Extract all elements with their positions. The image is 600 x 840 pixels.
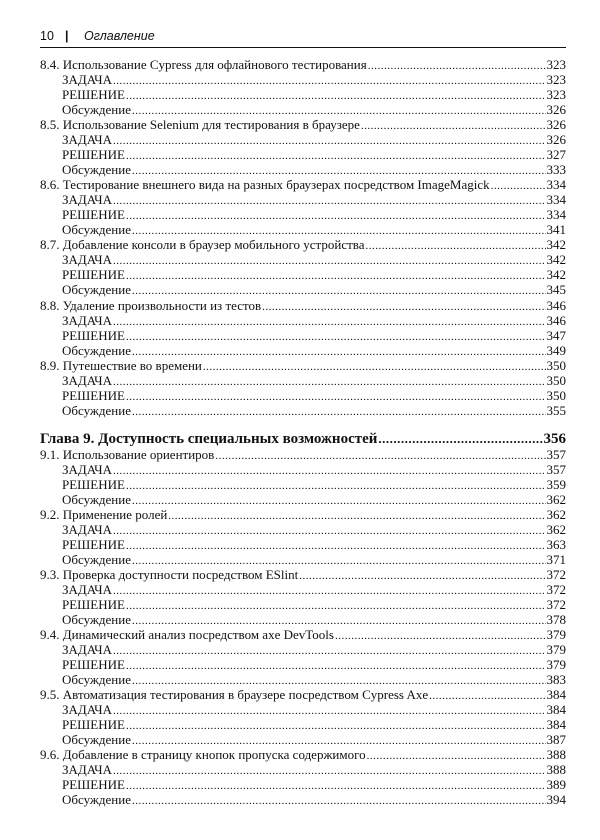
toc-entry-page: 378 [546,612,566,628]
toc-entry-title: 9.5. Автоматизация тестирования в браузере посредством Cypress Axe [40,687,429,703]
toc-entry-title: ЗАДАЧА [62,192,113,208]
toc-entry-title: Обсуждение [62,402,131,418]
toc-entry-page: 384 [546,687,566,703]
toc-entry-page: 346 [546,312,566,328]
toc-entry-page: 387 [546,732,566,748]
toc-chapter-entry [40,430,566,447]
toc-subsection-entry [40,477,566,492]
toc-subsection-entry [40,102,566,117]
toc-entry-page: 350 [546,387,566,403]
toc-subsection-entry [40,87,566,102]
toc-entry-title: РЕШЕНИЕ [62,657,125,673]
toc-entry-page: 355 [546,402,566,418]
toc-entry-page: 326 [546,132,566,148]
toc-entry-page: 346 [546,297,566,313]
toc-entry-page: 388 [546,747,566,763]
toc-entry-title: ЗАДАЧА [62,521,113,537]
toc-subsection-entry [40,582,566,597]
toc-subsection-entry [40,313,566,328]
toc-subsection-entry [40,267,566,282]
toc-entry-title: Обсуждение [62,282,131,298]
toc-entry-title: Обсуждение [62,612,131,628]
table-of-contents [40,57,566,808]
toc-section-entry [40,687,566,702]
toc-entry-title: РЕШЕНИЕ [62,777,125,793]
toc-subsection-entry [40,72,566,87]
toc-section-entry [40,567,566,582]
toc-section-entry [40,627,566,642]
toc-entry-title: РЕШЕНИЕ [62,267,125,283]
dot-leader [378,430,542,448]
toc-entry-page: 389 [546,777,566,793]
toc-entry-page: 326 [546,102,566,118]
toc-entry-page: 379 [546,627,566,643]
toc-entry-title: 8.9. Путешествие во времени [40,357,202,373]
toc-subsection-entry [40,777,566,792]
toc-entry-page: 388 [546,762,566,778]
toc-subsection-entry [40,132,566,147]
toc-entry-title: Обсуждение [62,551,131,567]
toc-entry-title: 9.4. Динамический анализ посредством axe DevTools [40,627,334,643]
toc-entry-page: 327 [546,147,566,163]
toc-section-entry [40,177,566,192]
toc-entry-page: 323 [546,87,566,103]
toc-entry-page: 341 [546,222,566,238]
toc-entry-page: 347 [546,327,566,343]
toc-entry-title: РЕШЕНИЕ [62,327,125,343]
toc-entry-title: РЕШЕНИЕ [62,147,125,163]
toc-entry-title: Обсуждение [62,222,131,238]
toc-section-entry [40,117,566,132]
toc-entry-page: 334 [546,177,566,193]
toc-entry-title: РЕШЕНИЕ [62,717,125,733]
toc-entry-page: 349 [546,342,566,358]
toc-entry-title: ЗАДАЧА [62,582,113,598]
toc-subsection-entry [40,192,566,207]
toc-subsection-entry [40,762,566,777]
toc-entry-title: Глава 9. Доступность специальных возможностей [40,430,378,447]
running-header [40,27,566,48]
toc-entry-title: ЗАДАЧА [62,252,113,268]
header-separator: | [65,29,69,43]
toc-entry-title: РЕШЕНИЕ [62,387,125,403]
toc-entry-title: ЗАДАЧА [62,372,113,388]
toc-subsection-entry [40,537,566,552]
toc-entry-page: 334 [546,192,566,208]
toc-entry-title: 9.1. Использование ориентиров [40,446,215,462]
toc-subsection-entry [40,672,566,687]
toc-entry-page: 342 [546,252,566,268]
toc-entry-page: 357 [546,446,566,462]
toc-subsection-entry [40,522,566,537]
toc-entry-page: 350 [546,357,566,373]
toc-entry-title: Обсуждение [62,672,131,688]
toc-entry-title: РЕШЕНИЕ [62,476,125,492]
toc-section-entry [40,507,566,522]
toc-entry-title: ЗАДАЧА [62,312,113,328]
toc-subsection-entry [40,597,566,612]
toc-entry-title: Обсуждение [62,491,131,507]
toc-entry-page: 384 [546,702,566,718]
toc-entry-title: ЗАДАЧА [62,762,113,778]
toc-entry-page: 362 [546,506,566,522]
toc-subsection-entry [40,717,566,732]
toc-subsection-entry [40,373,566,388]
toc-entry-page: 323 [546,57,566,72]
toc-entry-title: ЗАДАЧА [62,132,113,148]
toc-entry-page: 326 [546,117,566,133]
toc-subsection-entry [40,612,566,627]
toc-entry-page: 342 [546,237,566,253]
toc-entry-page: 334 [546,207,566,223]
toc-entry-title: 9.6. Добавление в страницу кнопок пропуска содержимого [40,747,366,763]
dot-leader [132,792,546,809]
toc-subsection-entry [40,642,566,657]
toc-entry-page: 363 [546,536,566,552]
toc-entry-page: 342 [546,267,566,283]
toc-subsection-entry [40,343,566,358]
toc-entry-page: 372 [546,567,566,582]
toc-subsection-entry [40,702,566,717]
toc-entry-title: ЗАДАЧА [62,461,113,477]
toc-entry-page: 323 [546,72,566,88]
toc-subsection-entry [40,162,566,177]
toc-subsection-entry [40,252,566,267]
toc-subsection-entry [40,207,566,222]
toc-section-entry [40,298,566,313]
toc-entry-title: 8.6. Тестирование внешнего вида на разных браузерах посредством ImageMagick [40,177,490,193]
toc-section-entry [40,57,566,72]
toc-entry-title: РЕШЕНИЕ [62,536,125,552]
toc-entry-page: 362 [546,491,566,507]
toc-subsection-entry [40,403,566,418]
toc-entry-page: 372 [546,582,566,598]
toc-entry-page: 333 [546,162,566,178]
toc-subsection-entry [40,282,566,297]
page-number: 10 [40,29,54,43]
toc-entry-page: 384 [546,717,566,733]
toc-entry-page: 350 [546,372,566,388]
toc-section-entry [40,358,566,373]
toc-entry-title: ЗАДАЧА [62,642,113,658]
toc-section-entry [40,447,566,462]
toc-entry-title: 9.3. Проверка доступности посредством ESlint [40,567,299,582]
toc-entry-page: 379 [546,657,566,673]
toc-entry-title: 8.5. Использование Selenium для тестирования в браузере [40,117,360,133]
toc-entry-page: 362 [546,521,566,537]
toc-subsection-entry [40,328,566,343]
toc-entry-title: Обсуждение [62,102,131,118]
toc-entry-title: Обсуждение [62,792,131,808]
toc-entry-page: 383 [546,672,566,688]
toc-subsection-entry [40,222,566,237]
header-title: Оглавление [84,29,155,43]
toc-subsection-entry [40,147,566,162]
toc-subsection-entry [40,792,566,807]
toc-subsection-entry [40,732,566,747]
toc-entry-title: РЕШЕНИЕ [62,87,125,103]
toc-entry-title: 8.4. Использование Cypress для офлайнового тестирования [40,57,367,72]
toc-entry-page: 371 [546,551,566,567]
toc-entry-title: Обсуждение [62,732,131,748]
toc-subsection-entry [40,388,566,403]
dot-leader [132,403,546,420]
toc-entry-title: РЕШЕНИЕ [62,597,125,613]
toc-section-entry [40,237,566,252]
toc-entry-title: 8.8. Удаление произвольности из тестов [40,297,262,313]
toc-entry-page: 359 [546,476,566,492]
toc-subsection-entry [40,462,566,477]
toc-entry-page: 356 [543,430,566,447]
toc-entry-page: 394 [546,792,566,808]
toc-entry-page: 372 [546,597,566,613]
toc-entry-page: 345 [546,282,566,298]
toc-entry-title: РЕШЕНИЕ [62,207,125,223]
toc-subsection-entry [40,657,566,672]
toc-entry-title: Обсуждение [62,342,131,358]
toc-section-entry [40,747,566,762]
toc-subsection-entry [40,552,566,567]
toc-entry-title: 9.2. Применение ролей [40,506,168,522]
toc-entry-page: 357 [546,461,566,477]
toc-entry-title: Обсуждение [62,162,131,178]
toc-subsection-entry [40,492,566,507]
toc-entry-title: ЗАДАЧА [62,72,113,88]
toc-entry-page: 379 [546,642,566,658]
toc-entry-title: 8.7. Добавление консоли в браузер мобильного устройства [40,237,365,253]
toc-entry-title: ЗАДАЧА [62,702,113,718]
